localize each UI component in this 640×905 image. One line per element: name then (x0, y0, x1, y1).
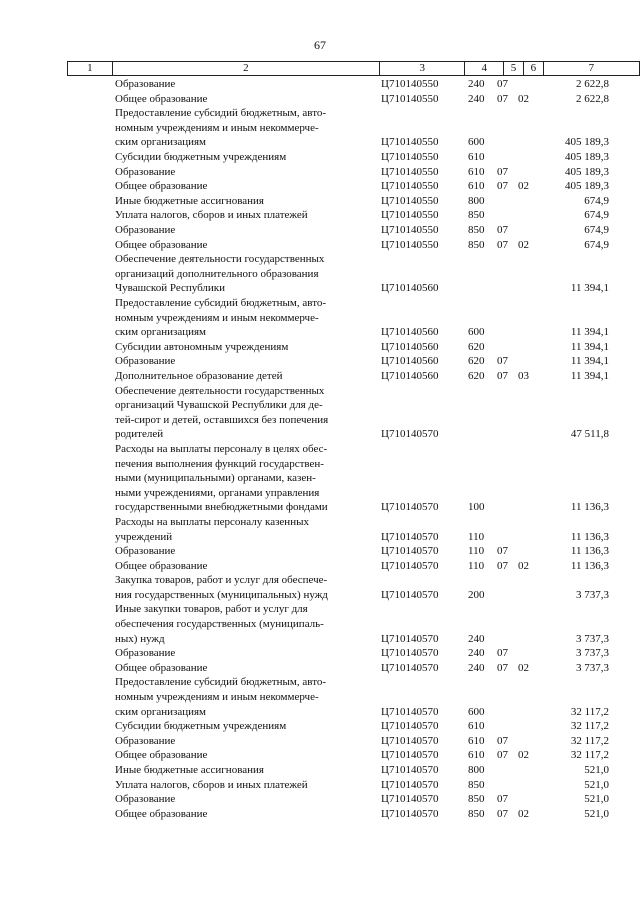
row-code: Ц710140550 (381, 136, 439, 149)
row-subsection: 02 (518, 238, 529, 251)
row-expense-type: 620 (468, 369, 485, 382)
row-section: 07 (497, 238, 508, 251)
row-code: Ц710140560 (381, 340, 439, 353)
description-line: Образование (115, 165, 176, 178)
row-expense-type: 850 (468, 778, 485, 791)
row-amount: 32 117,2 (570, 720, 609, 733)
row-section: 07 (497, 559, 508, 572)
description-line: Субсидии бюджетным учреждениям (115, 150, 287, 163)
row-amount: 32 117,2 (570, 734, 609, 747)
description-line: Предоставление субсидий бюджетным, авто- (115, 107, 327, 120)
column-header-row (68, 62, 640, 76)
row-code: Ц710140560 (381, 282, 439, 295)
description-line: Образование (115, 78, 176, 90)
row-amount: 405 189,3 (565, 150, 609, 163)
table-row (0, 442, 640, 515)
description-line: ским организациям (115, 705, 207, 718)
row-amount: 521,0 (584, 778, 609, 791)
row-amount: 674,9 (584, 223, 609, 236)
row-subsection: 03 (518, 369, 529, 382)
row-expense-type: 610 (468, 180, 485, 193)
description-line: Обеспечение деятельности государственных (115, 253, 325, 266)
description-line: ния государственных (муниципальных) нужд (115, 588, 328, 601)
row-amount: 11 394,1 (570, 369, 609, 382)
description-line: организаций дополнительного образования (115, 267, 319, 280)
row-expense-type: 600 (468, 705, 485, 718)
row-description (115, 778, 373, 793)
column-header-2: 2 (112, 62, 380, 76)
table-row (0, 194, 640, 209)
row-amount: 11 394,1 (570, 355, 609, 368)
description-line: Общее образование (115, 92, 208, 105)
row-code: Ц710140550 (381, 238, 439, 251)
row-amount: 3 737,3 (576, 588, 609, 601)
row-code: Ц710140570 (381, 734, 439, 747)
page-number: 67 (314, 38, 326, 52)
row-amount: 32 117,2 (570, 749, 609, 762)
row-subsection: 02 (518, 749, 529, 762)
table-row (0, 384, 640, 442)
row-code: Ц710140570 (381, 807, 439, 820)
row-section: 07 (497, 223, 508, 236)
row-expense-type: 610 (468, 720, 485, 733)
row-section: 07 (497, 749, 508, 762)
row-expense-type: 610 (468, 749, 485, 762)
table-row (0, 515, 640, 544)
column-header-5: 5 (504, 62, 524, 76)
table-row (0, 150, 640, 165)
description-line: ными (муниципальными) органами, казен- (115, 472, 316, 485)
row-code: Ц710140550 (381, 92, 439, 105)
description-line: номным учреждениям и иным некоммерче- (115, 691, 319, 704)
row-amount: 11 394,1 (570, 326, 609, 339)
row-code: Ц710140570 (381, 530, 439, 543)
row-amount: 521,0 (584, 807, 609, 820)
row-description (115, 559, 373, 574)
row-amount: 405 189,3 (565, 136, 609, 149)
table-row (0, 748, 640, 763)
row-subsection: 02 (518, 180, 529, 193)
description-line: номным учреждениям и иным некоммерче- (115, 121, 319, 134)
row-amount: 11 136,3 (570, 530, 609, 543)
description-line: ных) нужд (115, 632, 165, 645)
description-line: Общее образование (115, 238, 208, 251)
description-line: Дополнительное образование детей (115, 369, 283, 382)
row-description (115, 661, 373, 676)
table-row (0, 223, 640, 238)
row-description (115, 763, 373, 778)
row-expense-type: 600 (468, 136, 485, 149)
row-expense-type: 610 (468, 734, 485, 747)
row-description (115, 165, 373, 180)
row-description (115, 544, 373, 559)
row-description (115, 792, 373, 807)
row-expense-type: 240 (468, 661, 485, 674)
table-row (0, 340, 640, 355)
row-code: Ц710140570 (381, 720, 439, 733)
row-description (115, 179, 373, 194)
description-line: Субсидии бюджетным учреждениям (115, 720, 287, 733)
row-amount: 674,9 (584, 209, 609, 222)
row-section: 07 (497, 355, 508, 368)
row-expense-type: 200 (468, 588, 485, 601)
row-amount: 11 136,3 (570, 501, 609, 514)
row-description (115, 602, 373, 646)
table-row (0, 208, 640, 223)
row-expense-type: 610 (468, 165, 485, 178)
description-line: печения выполнения функций государствен- (115, 457, 324, 470)
row-expense-type: 620 (468, 355, 485, 368)
row-section: 07 (497, 647, 508, 660)
description-line: Расходы на выплаты персоналу казенных (115, 515, 309, 528)
row-expense-type: 850 (468, 223, 485, 236)
table-row (0, 734, 640, 749)
column-header-6: 6 (523, 62, 543, 76)
description-line: Субсидии автономным учреждениям (115, 340, 289, 353)
row-description (115, 675, 373, 719)
description-line: государственными внебюджетными фондами (115, 501, 328, 514)
table-row (0, 106, 640, 150)
row-expense-type: 240 (468, 632, 485, 645)
row-expense-type: 850 (468, 238, 485, 251)
row-description (115, 150, 373, 165)
row-description (115, 807, 373, 822)
row-description (115, 194, 373, 209)
row-expense-type: 800 (468, 194, 485, 207)
row-description (115, 734, 373, 749)
row-amount: 521,0 (584, 764, 609, 777)
row-code: Ц710140550 (381, 165, 439, 178)
row-section: 07 (497, 78, 508, 90)
description-line: организаций Чувашской Республики для де- (115, 399, 323, 412)
column-header-7: 7 (543, 62, 639, 76)
description-line: Образование (115, 793, 176, 806)
description-line: Образование (115, 545, 176, 558)
table-row (0, 296, 640, 340)
row-amount: 2 622,8 (576, 92, 609, 105)
table-row (0, 252, 640, 296)
table-row (0, 573, 640, 602)
row-code: Ц710140570 (381, 793, 439, 806)
row-expense-type: 110 (468, 545, 485, 558)
row-section: 07 (497, 545, 508, 558)
row-code: Ц710140570 (381, 705, 439, 718)
row-code: Ц710140550 (381, 78, 439, 90)
row-code: Ц710140570 (381, 545, 439, 558)
description-line: Обеспечение деятельности государственных (115, 384, 325, 397)
row-amount: 2 622,8 (576, 78, 609, 90)
row-amount: 3 737,3 (576, 661, 609, 674)
row-expense-type: 800 (468, 764, 485, 777)
table-row (0, 559, 640, 574)
row-section: 07 (497, 165, 508, 178)
description-line: ским организациям (115, 326, 207, 339)
row-description (115, 573, 373, 602)
table-row (0, 238, 640, 253)
row-description (115, 92, 373, 107)
description-line: Общее образование (115, 180, 208, 193)
description-line: обеспечения государственных (муниципаль- (115, 618, 324, 631)
row-expense-type: 600 (468, 326, 485, 339)
description-line: ными учреждениями, органами управления (115, 486, 320, 499)
description-line: Общее образование (115, 559, 208, 572)
row-amount: 11 136,3 (570, 559, 609, 572)
column-header-3: 3 (380, 62, 465, 76)
table-row (0, 354, 640, 369)
description-line: Закупка товаров, работ и услуг для обеспече- (115, 574, 328, 587)
row-amount: 674,9 (584, 238, 609, 251)
row-code: Ц710140570 (381, 778, 439, 791)
table-row (0, 763, 640, 778)
row-description (115, 442, 373, 515)
row-code: Ц710140570 (381, 559, 439, 572)
description-line: номным учреждениям и иным некоммерче- (115, 311, 319, 324)
row-code: Ц710140550 (381, 180, 439, 193)
row-subsection: 02 (518, 807, 529, 820)
row-section: 07 (497, 369, 508, 382)
row-subsection: 02 (518, 661, 529, 674)
table-row (0, 646, 640, 661)
budget-table-body (0, 77, 640, 821)
row-amount: 521,0 (584, 793, 609, 806)
row-code: Ц710140550 (381, 223, 439, 236)
row-subsection: 02 (518, 559, 529, 572)
row-amount: 405 189,3 (565, 180, 609, 193)
description-line: Чувашской Республики (115, 282, 226, 295)
row-code: Ц710140570 (381, 749, 439, 762)
row-code: Ц710140570 (381, 764, 439, 777)
table-row (0, 92, 640, 107)
row-section: 07 (497, 734, 508, 747)
row-expense-type: 850 (468, 807, 485, 820)
row-description (115, 340, 373, 355)
row-description (115, 106, 373, 150)
description-line: Образование (115, 223, 176, 236)
row-amount: 674,9 (584, 194, 609, 207)
description-line: Общее образование (115, 807, 208, 820)
row-description (115, 646, 373, 661)
row-amount: 32 117,2 (570, 705, 609, 718)
row-expense-type: 110 (468, 559, 485, 572)
description-line: Общее образование (115, 661, 208, 674)
table-row (0, 179, 640, 194)
description-line: Образование (115, 734, 176, 747)
row-expense-type: 850 (468, 209, 485, 222)
row-amount: 3 737,3 (576, 647, 609, 660)
table-row (0, 544, 640, 559)
table-row (0, 778, 640, 793)
row-description (115, 384, 373, 442)
table-row (0, 661, 640, 676)
row-expense-type: 110 (468, 530, 485, 543)
description-line: Расходы на выплаты персоналу в целях обес- (115, 442, 328, 455)
row-code: Ц710140570 (381, 647, 439, 660)
row-section: 07 (497, 92, 508, 105)
row-code: Ц710140550 (381, 150, 439, 163)
row-expense-type: 100 (468, 501, 485, 514)
row-description (115, 296, 373, 340)
row-code: Ц710140570 (381, 632, 439, 645)
row-code: Ц710140570 (381, 501, 439, 514)
row-amount: 11 394,1 (570, 340, 609, 353)
row-amount: 47 511,8 (570, 428, 609, 441)
description-line: Образование (115, 355, 176, 368)
row-expense-type: 240 (468, 647, 485, 660)
description-line: учреждений (115, 530, 173, 543)
description-line: ским организациям (115, 136, 207, 149)
row-code: Ц710140570 (381, 588, 439, 601)
description-line: Предоставление субсидий бюджетным, авто- (115, 296, 327, 309)
table-row (0, 77, 640, 92)
row-code: Ц710140560 (381, 369, 439, 382)
column-header-1: 1 (68, 62, 113, 76)
row-code: Ц710140570 (381, 661, 439, 674)
description-line: Общее образование (115, 749, 208, 762)
row-description (115, 208, 373, 223)
row-description (115, 238, 373, 253)
row-description (115, 77, 373, 92)
row-expense-type: 620 (468, 340, 485, 353)
table-row (0, 719, 640, 734)
row-code: Ц710140560 (381, 326, 439, 339)
table-row (0, 807, 640, 822)
row-code: Ц710140570 (381, 428, 439, 441)
description-line: Образование (115, 647, 176, 660)
row-amount: 11 394,1 (570, 282, 609, 295)
row-section: 07 (497, 180, 508, 193)
row-code: Ц710140550 (381, 209, 439, 222)
description-line: родителей (115, 428, 164, 441)
column-header-table (67, 61, 640, 76)
description-line: тей-сирот и детей, оставшихся без попечения (115, 413, 329, 426)
row-amount: 11 136,3 (570, 545, 609, 558)
row-subsection: 02 (518, 92, 529, 105)
table-row (0, 165, 640, 180)
table-row (0, 369, 640, 384)
row-code: Ц710140560 (381, 355, 439, 368)
description-line: Иные закупки товаров, работ и услуг для (115, 603, 308, 616)
row-expense-type: 240 (468, 78, 485, 90)
row-code: Ц710140550 (381, 194, 439, 207)
row-description (115, 223, 373, 238)
description-line: Уплата налогов, сборов и иных платежей (115, 778, 308, 791)
description-line: Предоставление субсидий бюджетным, авто- (115, 676, 327, 689)
row-section: 07 (497, 661, 508, 674)
description-line: Уплата налогов, сборов и иных платежей (115, 209, 308, 222)
row-section: 07 (497, 807, 508, 820)
description-line: Иные бюджетные ассигнования (115, 194, 264, 207)
description-line: Иные бюджетные ассигнования (115, 764, 264, 777)
row-description (115, 748, 373, 763)
column-header-4: 4 (465, 62, 504, 76)
row-description (115, 354, 373, 369)
row-description (115, 252, 373, 296)
table-row (0, 675, 640, 719)
table-row (0, 792, 640, 807)
row-amount: 3 737,3 (576, 632, 609, 645)
row-expense-type: 240 (468, 92, 485, 105)
row-expense-type: 850 (468, 793, 485, 806)
row-section: 07 (497, 793, 508, 806)
row-description (115, 515, 373, 544)
row-amount: 405 189,3 (565, 165, 609, 178)
row-description (115, 719, 373, 734)
row-expense-type: 610 (468, 150, 485, 163)
row-description (115, 369, 373, 384)
table-row (0, 602, 640, 646)
